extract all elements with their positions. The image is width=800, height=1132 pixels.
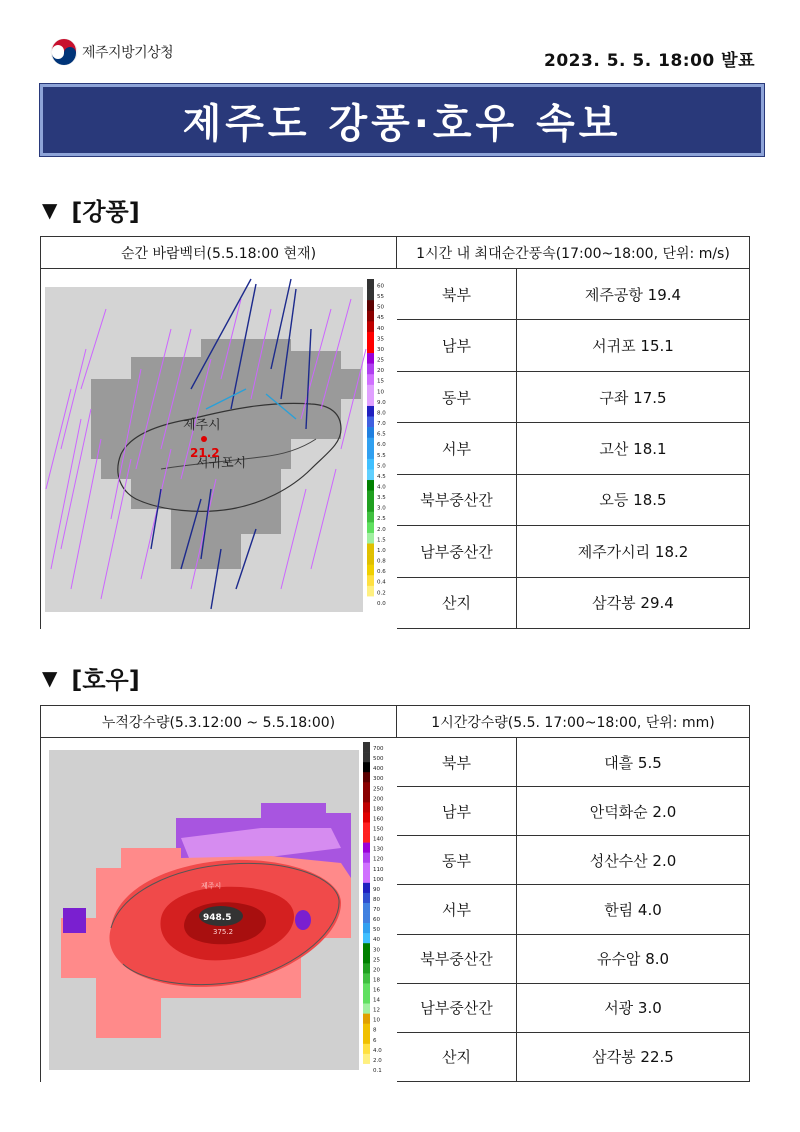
scale-label: 8.0 <box>377 410 386 417</box>
station-value-cell: 유수암 8.0 <box>596 950 670 969</box>
scale-label: 6 <box>373 1037 377 1044</box>
scale-label: 100 <box>373 876 384 883</box>
station-value-cell: 성산수산 2.0 <box>589 851 677 870</box>
scale-label: 0.4 <box>377 579 386 586</box>
wind-table-caption: 1시간 내 최대순간풍속(17:00~18:00, 단위: m/s) <box>397 237 749 269</box>
rain-map-panel <box>41 706 397 1081</box>
agency-logo <box>50 38 173 66</box>
scale-swatch <box>367 469 374 480</box>
scale-label: 10 <box>377 389 384 396</box>
scale-label: 250 <box>373 786 384 793</box>
region-cell: 남부 <box>397 320 517 370</box>
scale-label: 12 <box>373 1007 380 1014</box>
scale-swatch <box>363 843 370 853</box>
scale-swatch <box>363 1014 370 1024</box>
scale-label: 20 <box>373 967 380 974</box>
table-row <box>397 320 749 371</box>
scale-label: 25 <box>373 957 380 964</box>
scale-swatch <box>367 575 374 586</box>
scale-label: 160 <box>373 816 384 823</box>
station-value-cell: 구좌 17.5 <box>599 388 667 407</box>
scale-label: 55 <box>377 294 384 301</box>
triangle-down-icon: ▼ <box>42 665 58 690</box>
table-row <box>397 935 749 984</box>
scale-swatch <box>363 973 370 983</box>
table-row <box>397 836 749 885</box>
scale-swatch <box>367 374 374 385</box>
scale-swatch <box>363 772 370 782</box>
scale-swatch <box>363 923 370 933</box>
scale-swatch <box>367 459 374 470</box>
scale-swatch <box>363 1024 370 1034</box>
scale-label: 18 <box>373 977 380 984</box>
table-row <box>397 1033 749 1081</box>
scale-label: 30 <box>373 947 380 954</box>
scale-label: 400 <box>373 766 384 773</box>
scale-swatch <box>363 903 370 913</box>
scale-label: 1.0 <box>377 547 386 554</box>
region-cell: 북부 <box>397 738 517 786</box>
rain-area-west-purple <box>63 908 86 933</box>
triangle-down-icon: ▼ <box>42 197 58 222</box>
max-wind-label: 21.2 <box>190 446 220 460</box>
station-value-cell: 삼각봉 29.4 <box>592 594 674 613</box>
scale-label: 6.0 <box>377 442 386 449</box>
rain-map <box>41 738 397 1081</box>
scale-swatch <box>363 953 370 963</box>
scale-swatch <box>363 873 370 883</box>
scale-label: 0.2 <box>377 590 386 597</box>
scale-label: 110 <box>373 866 384 873</box>
scale-label: 15 <box>377 378 384 385</box>
scale-label: 60 <box>377 283 384 290</box>
scale-label: 40 <box>377 325 384 332</box>
scale-swatch <box>363 1034 370 1044</box>
table-row <box>397 269 749 320</box>
scale-label: 45 <box>377 315 384 322</box>
region-cell: 북부중산간 <box>397 475 517 525</box>
scale-label: 3.0 <box>377 505 386 512</box>
scale-swatch <box>363 802 370 812</box>
scale-swatch <box>363 943 370 953</box>
wind-table-panel <box>397 237 749 628</box>
scale-label: 2.0 <box>373 1057 382 1064</box>
scale-label: 16 <box>373 987 380 994</box>
scale-label: 130 <box>373 846 384 853</box>
scale-label: 4.5 <box>377 473 386 480</box>
issue-datetime: 2023. 5. 5. 18:00 발표 <box>544 51 755 71</box>
table-row <box>397 984 749 1033</box>
scale-swatch <box>363 792 370 802</box>
station-value-cell: 한림 4.0 <box>604 900 662 919</box>
scale-swatch <box>363 752 370 762</box>
region-cell: 북부중산간 <box>397 935 517 983</box>
scale-label: 300 <box>373 776 384 783</box>
scale-swatch <box>367 586 374 597</box>
scale-swatch <box>367 427 374 438</box>
scale-label: 5.5 <box>377 452 386 459</box>
scale-label: 500 <box>373 756 384 763</box>
scale-label: 0.8 <box>377 558 386 565</box>
scale-label: 20 <box>377 368 384 375</box>
scale-swatch <box>367 512 374 523</box>
wind-vector-map <box>41 269 397 629</box>
scale-swatch <box>367 480 374 491</box>
rain-accumulation-map <box>41 738 397 1082</box>
scale-label: 14 <box>373 997 380 1004</box>
max-rain-label: 948.5 <box>203 913 232 923</box>
wind-table <box>397 269 749 628</box>
kma-emblem-icon <box>50 38 78 66</box>
scale-swatch <box>367 290 374 301</box>
scale-label: 200 <box>373 796 384 803</box>
scale-swatch <box>363 1054 370 1064</box>
region-cell: 산지 <box>397 578 517 628</box>
rain-table-caption: 1시간강수량(5.5. 17:00~18:00, 단위: mm) <box>397 706 749 738</box>
scale-label: 60 <box>373 917 380 924</box>
wind-section-heading <box>42 192 140 227</box>
scale-label: 5.0 <box>377 463 386 470</box>
scale-label: 50 <box>377 304 384 311</box>
scale-swatch <box>363 853 370 863</box>
agency-name: 제주지방기상청 <box>82 45 174 61</box>
scale-label: 40 <box>373 937 380 944</box>
table-row <box>397 787 749 836</box>
scale-swatch <box>363 983 370 993</box>
rain-panel <box>40 705 750 1082</box>
wind-panel <box>40 236 750 629</box>
station-value-cell: 오등 18.5 <box>599 491 667 510</box>
scale-swatch <box>367 353 374 364</box>
region-cell: 북부 <box>397 269 517 319</box>
scale-label: 140 <box>373 836 384 843</box>
bulletin-title-banner <box>40 84 764 156</box>
scale-swatch <box>367 385 374 396</box>
table-row <box>397 738 749 787</box>
scale-label: 0.1 <box>373 1067 382 1074</box>
scale-swatch <box>367 533 374 544</box>
scale-swatch <box>363 1064 370 1074</box>
scale-swatch <box>363 782 370 792</box>
scale-label: 80 <box>373 896 380 903</box>
scale-swatch <box>363 863 370 873</box>
scale-label: 0.0 <box>377 600 386 607</box>
scale-label: 4.0 <box>377 484 386 491</box>
scale-swatch <box>367 406 374 417</box>
rain-section-title: [호우] <box>71 666 140 694</box>
station-value-cell: 고산 18.1 <box>599 439 667 458</box>
scale-swatch <box>363 1004 370 1014</box>
scale-swatch <box>367 417 374 428</box>
scale-label: 90 <box>373 886 380 893</box>
scale-swatch <box>367 395 374 406</box>
scale-swatch <box>367 311 374 322</box>
scale-swatch <box>367 332 374 343</box>
scale-swatch <box>363 994 370 1004</box>
scale-swatch <box>363 822 370 832</box>
scale-label: 3.5 <box>377 495 386 502</box>
table-row <box>397 372 749 423</box>
wind-color-scale <box>367 279 386 607</box>
max-wind-point <box>201 436 207 442</box>
scale-swatch <box>363 893 370 903</box>
rain-section-heading <box>42 660 140 695</box>
scale-swatch <box>367 491 374 502</box>
scale-label: 70 <box>373 907 380 914</box>
region-cell: 서부 <box>397 423 517 473</box>
scale-swatch <box>367 565 374 576</box>
station-value-cell: 대흘 5.5 <box>604 753 662 772</box>
page-header <box>50 38 755 78</box>
scale-label: 10 <box>373 1017 380 1024</box>
scale-swatch <box>367 448 374 459</box>
station-value-cell: 삼각봉 22.5 <box>592 1048 674 1067</box>
region-cell: 동부 <box>397 836 517 884</box>
rain-table-panel <box>397 706 749 1081</box>
region-cell: 동부 <box>397 372 517 422</box>
station-value-cell: 안덕화순 2.0 <box>589 802 677 821</box>
scale-label: 25 <box>377 357 384 364</box>
bulletin-title: 제주도 강풍·호우 속보 <box>182 100 622 147</box>
scale-label: 8 <box>373 1027 377 1034</box>
scale-label: 180 <box>373 806 384 813</box>
scale-label: 4.0 <box>373 1047 382 1054</box>
scale-swatch <box>363 933 370 943</box>
scale-label: 30 <box>377 346 384 353</box>
jeju-city-label: 제주시 <box>183 418 221 433</box>
station-value-cell: 제주가시리 18.2 <box>577 542 689 561</box>
region-cell: 서부 <box>397 885 517 933</box>
wind-section-title: [강풍] <box>71 198 140 226</box>
rain-table <box>397 738 749 1081</box>
scale-swatch <box>367 342 374 353</box>
scale-swatch <box>363 883 370 893</box>
scale-swatch <box>367 279 374 290</box>
table-row <box>397 526 749 577</box>
seogwipo-city-label: 서귀포시 <box>196 456 247 471</box>
scale-label: 0.6 <box>377 569 386 576</box>
scale-swatch <box>363 913 370 923</box>
table-row <box>397 578 749 628</box>
scale-label: 6.5 <box>377 431 386 438</box>
scale-swatch <box>363 742 370 752</box>
scale-swatch <box>363 1044 370 1054</box>
rain-point-label: 375.2 <box>213 928 234 936</box>
region-cell: 남부 <box>397 787 517 835</box>
scale-swatch <box>367 596 374 607</box>
scale-swatch <box>367 300 374 311</box>
scale-label: 9.0 <box>377 399 386 406</box>
station-value-cell: 제주공항 19.4 <box>584 285 682 304</box>
scale-swatch <box>363 762 370 772</box>
scale-swatch <box>367 554 374 565</box>
region-cell: 남부중산간 <box>397 526 517 576</box>
scale-swatch <box>367 501 374 512</box>
scale-swatch <box>367 544 374 555</box>
scale-label: 50 <box>373 927 380 934</box>
scale-swatch <box>367 364 374 375</box>
rain-map-caption: 누적강수량(5.3.12:00 ~ 5.5.18:00) <box>41 706 396 738</box>
rain-city-label: 제주시 <box>201 882 222 890</box>
scale-label: 2.5 <box>377 516 386 523</box>
scale-label: 35 <box>377 336 384 343</box>
scale-label: 1.5 <box>377 537 386 544</box>
scale-label: 7.0 <box>377 421 386 428</box>
scale-swatch <box>367 321 374 332</box>
scale-swatch <box>367 438 374 449</box>
scale-label: 700 <box>373 746 384 753</box>
region-cell: 남부중산간 <box>397 984 517 1032</box>
rain-area-east-purple <box>295 910 311 930</box>
wind-map-panel <box>41 237 397 628</box>
scale-label: 150 <box>373 826 384 833</box>
table-row <box>397 885 749 934</box>
table-row <box>397 475 749 526</box>
table-row <box>397 423 749 474</box>
scale-label: 2.0 <box>377 526 386 533</box>
station-value-cell: 서귀포 15.1 <box>592 337 674 356</box>
wind-map-caption: 순간 바람벡터(5.5.18:00 현재) <box>41 237 396 269</box>
scale-swatch <box>363 963 370 973</box>
scale-swatch <box>363 833 370 843</box>
scale-swatch <box>363 812 370 822</box>
scale-swatch <box>367 522 374 533</box>
region-cell: 산지 <box>397 1033 517 1081</box>
scale-label: 120 <box>373 856 384 863</box>
station-value-cell: 서광 3.0 <box>604 999 662 1018</box>
wind-map <box>41 269 397 628</box>
